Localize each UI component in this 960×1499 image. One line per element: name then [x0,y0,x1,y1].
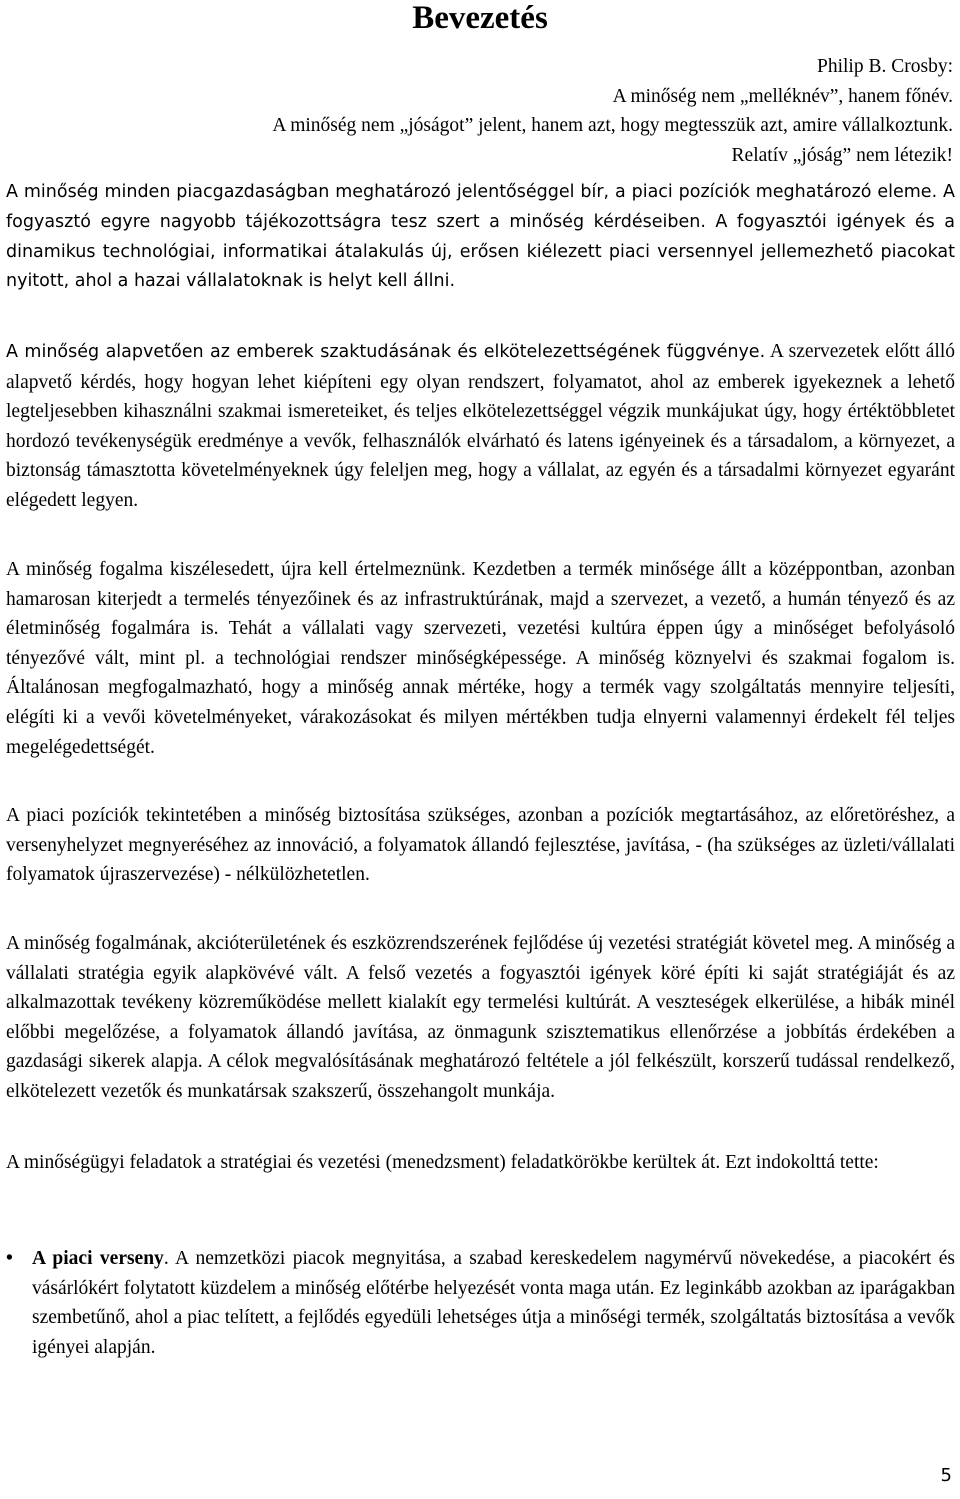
paragraph-market-positions: A piaci pozíciók tekintetében a minőség biztosítása szükséges, azonban a pozíciók megtartásához, az előretöréshez, a versenyhelyzet megnyeréséhez az innováció, a folyamatok állandó fejlesztése, javítása, - (ha szükséges az üzleti/vállalati folyamatok újraszervezése) - nélkülözhetetlen. [6,805,955,886]
list-item-text: . A nemzetközi piacok megnyitása, a szabad kereskedelem nagymérvű növekedése, a piacokért és vásárlókért folytatott küzdelem a minőség előtérbe helyezését vonta maga után. Ez leginkább azokban az iparágakban szembetűnő, ahol a piac telített, a fejlődés egyedüli lehetséges útja a minőségi termék, szolgáltatás biztosítása a vevők igényei alapján. [32,1248,955,1358]
quote-author: Philip B. Crosby: [817,56,953,77]
list-item [6,1244,955,1362]
page-number: 5 [940,1465,952,1486]
list-item-heading: A piaci verseny [32,1248,164,1269]
bullet-marker: • [6,1248,13,1269]
quote-line: A minőség nem „jóságot” jelent, hanem azt, hogy megtesszük azt, amire vállalkoztunk. [272,115,953,136]
page-title: Bevezetés [412,0,548,36]
paragraph-intro: A minőség minden piacgazdaságban meghatározó jelentőséggel bír, a piaci pozíciók meghatározó eleme. A fogyasztó egyre nagyobb tájékozottságra tesz szert a minőség kérdéseiben. A fogyasztói igények és a dinamikus technológiai, informatikai átalakulás új, erősen kiélezett piaci versennyel jellemezhető piacokat nyitott, ahol a hazai vállalatoknak is helyt kell állni. [6,182,955,292]
bullet-list [6,1244,955,1362]
quote-line: A minőség nem „melléknév”, hanem főnév. [612,85,953,107]
paragraph-lead-sentence: A minőség alapvetően az emberek szaktudásának és elkötelezettségének függvénye. [6,342,766,362]
paragraph-quality-people [6,337,955,516]
paragraph-body: A szervezetek előtt álló alapvető kérdés, hogy hogyan lehet kiépíteni egy olyan rendszert, folyamatot, ahol az emberek igyekeznek a lehető legteljesebben kihasználni szakmai ismereteiket, és teljes elkötelezettséggel végzik munkájukat úgy, hogy értéktöbbletet hordozó tevékenységük eredménye a vevők, felhasználók elvárható és latens igényeinek és a társadalom, a környezet, a biztonság támasztotta követelményeknek úgy feleljen meg, hogy a vállalat, az egyén és a társadalmi környezet egyaránt elégedett legyen. [6,341,955,511]
epigraph-quote [13,52,953,170]
paragraph-strategy: A minőség fogalmának, akcióterületének és eszközrendszerének fejlődése új vezetési stratégiát követel meg. A minőség a vállalati stratégia egyik alapkövévé vált. A felső vezetés a fogyasztói igények köré építi ki saját stratégiáját és az alkalmazottak tevékeny közreműködése mellett kialakít egy termelési kultúrát. A veszteségek elkerülése, a hibák minél előbbi megelőzése, a folyamatok állandó javítása, az önmagunk szisztematikus ellenőrzése a jobbítás érdekében a gazdasági sikerek alapja. A célok megvalósításának meghatározó feltétele a jól felkészült, korszerű tudással rendelkező, elkötelezett vezetők és munkatársak szakszerű, összehangolt munkája. [6,933,955,1102]
paragraph-quality-concept: A minőség fogalma kiszélesedett, újra kell értelmeznünk. Kezdetben a termék minősége állt a középpontban, azonban hamarosan kiterjedt a termelés tényezőinek és az infrastruktúrának, majd a szervezet, a vezető, a humán tényező és az életminőség fogalmára is. Tehát a vállalati vagy szervezeti, vezetési kultúra éppen úgy a minőséget befolyásoló tényezővé vált, mint pl. a technológiai rendszer minőségképessége. A minőség köznyelvi és szakmai fogalom is. Általánosan megfogalmazható, hogy a minőség annak mértéke, hogy a termék vagy szolgáltatás mennyire teljesíti, elégíti ki a vevői követelményeket, várakozásokat és milyen mértékben tudja elnyerni valamennyi érdekelt fél teljes megelégedettségét. [6,559,955,758]
paragraph-tasks: A minőségügyi feladatok a stratégiai és vezetési (menedzsment) feladatkörökbe kerültek át. Ezt indokolttá tette: [6,1152,879,1173]
quote-line: Relatív „jóság” nem létezik! [731,144,953,166]
